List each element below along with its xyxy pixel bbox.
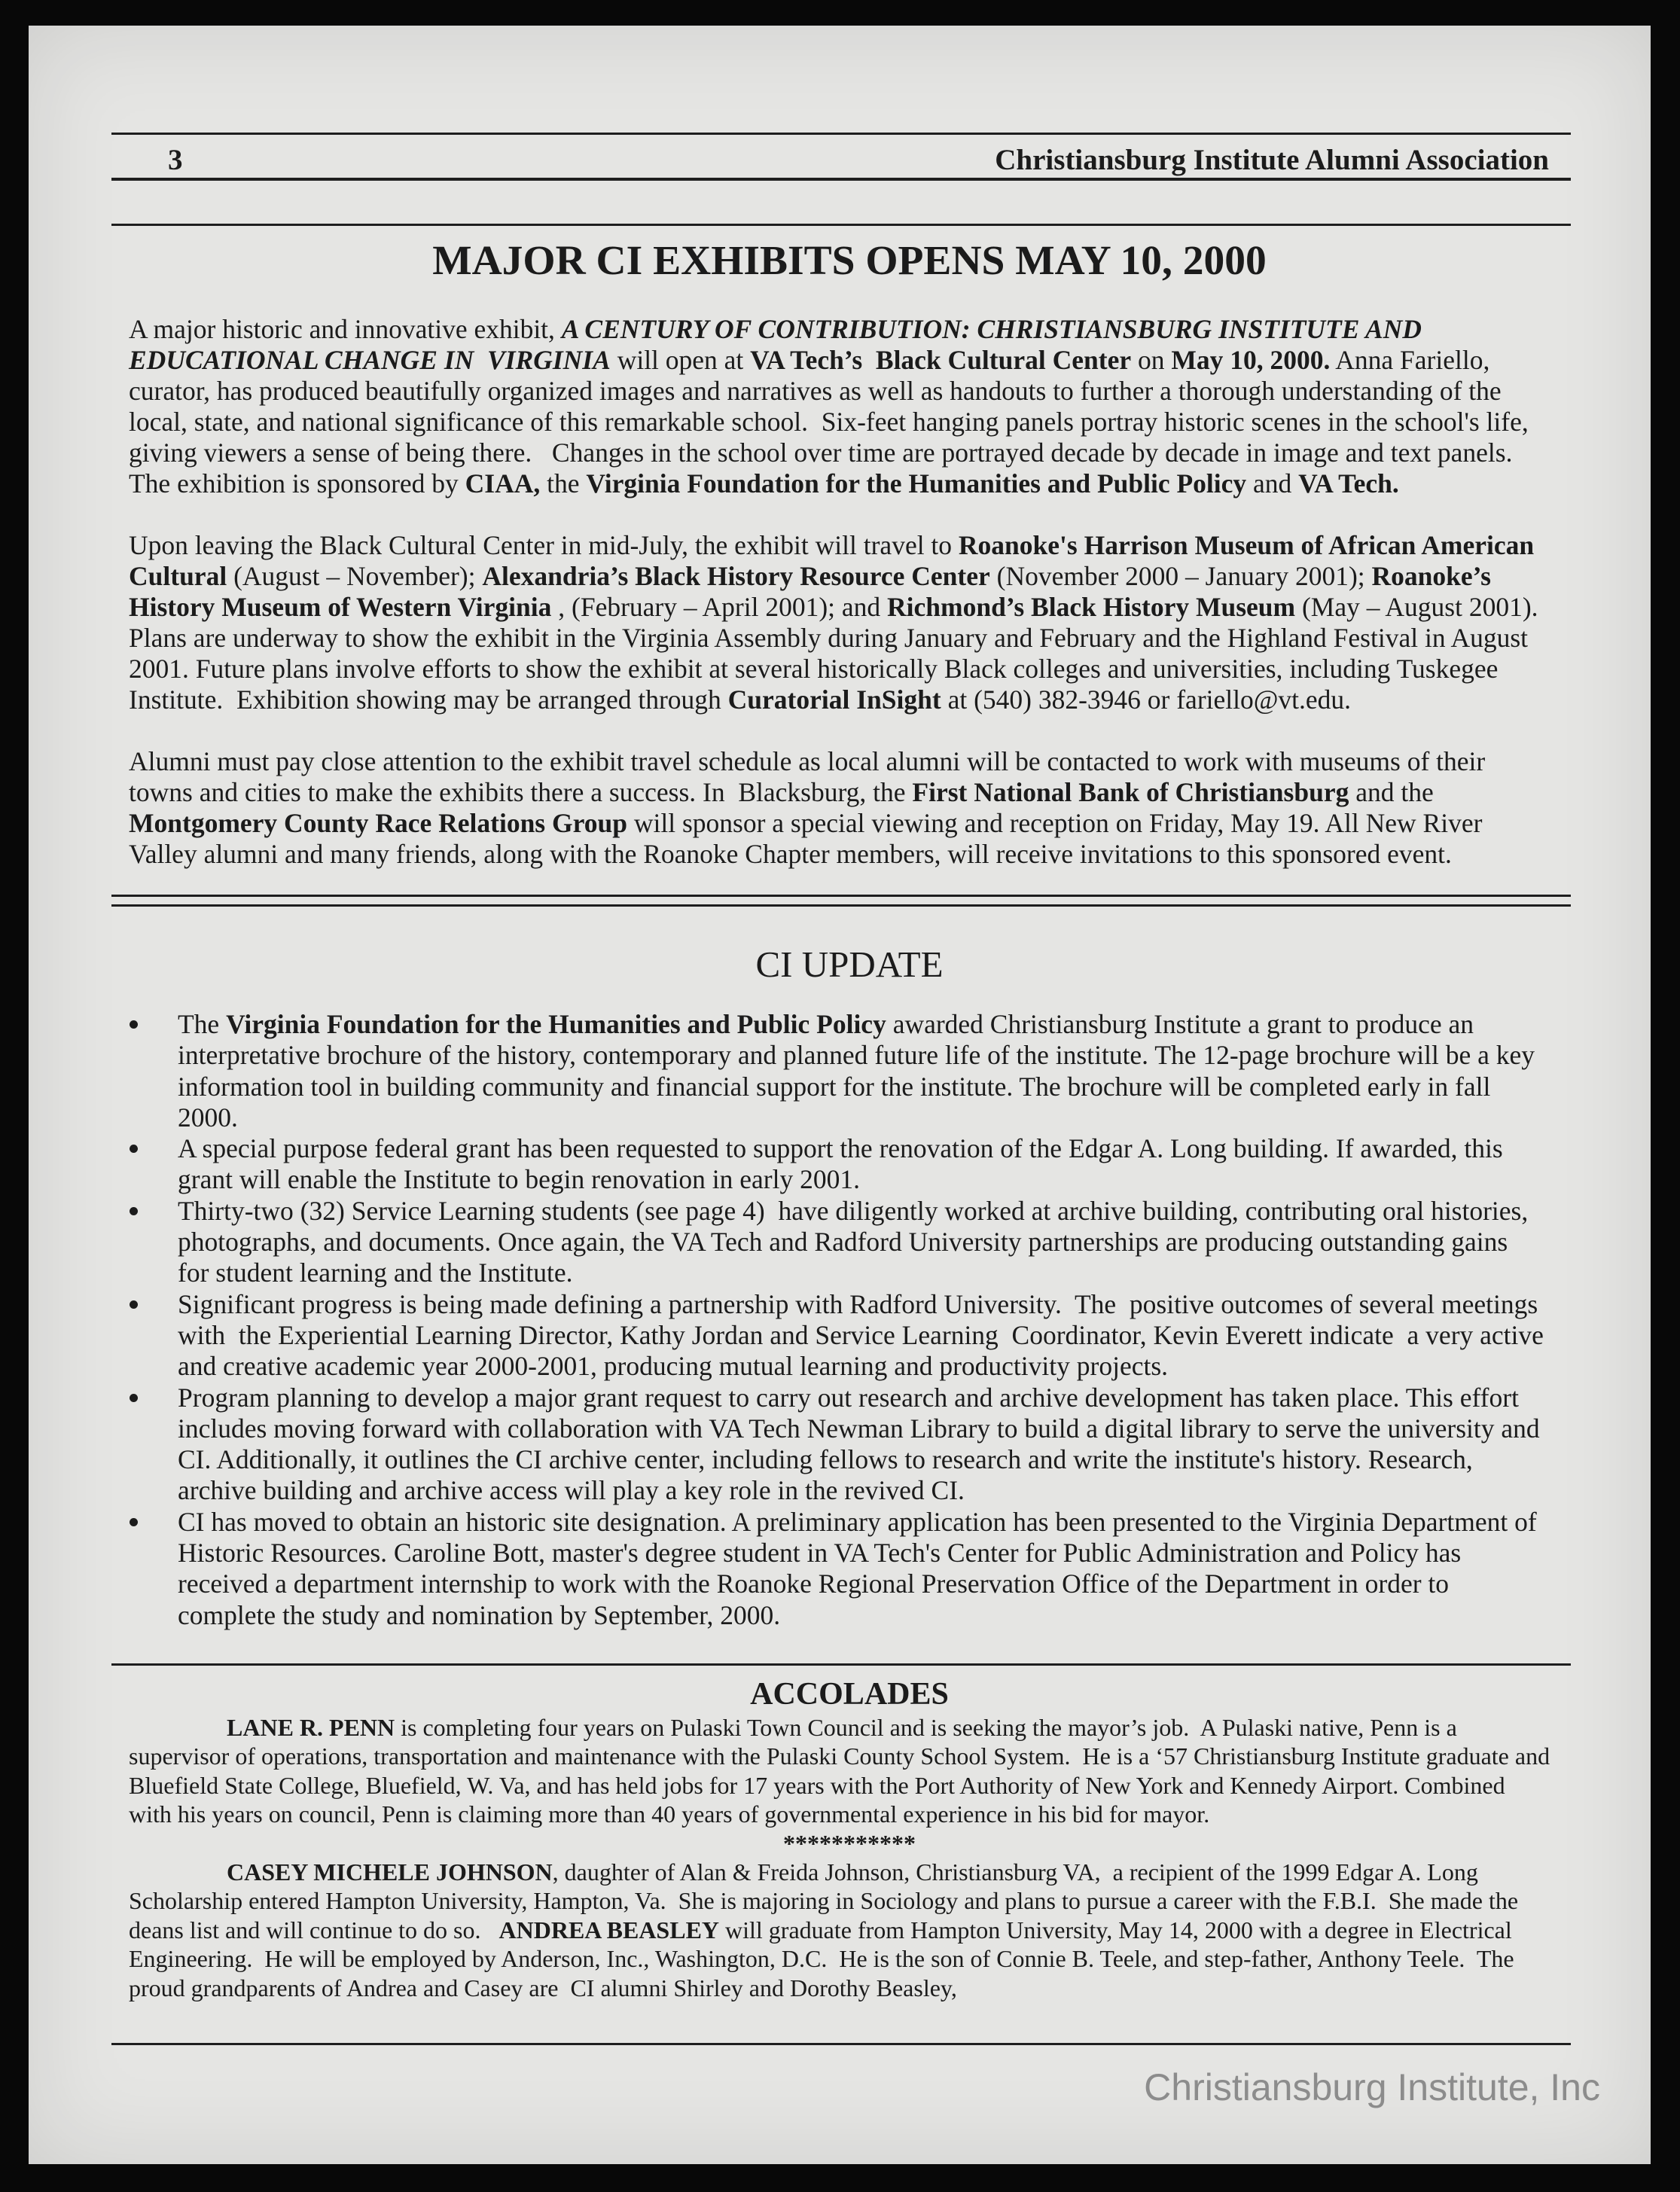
text-line xyxy=(178,1351,1608,1382)
text-run: CI has moved to obtain an historic site designation. A preliminary application has been presented to the Virginia Department of xyxy=(178,1506,1537,1537)
bullet-text xyxy=(178,1196,1608,1289)
text-line xyxy=(129,1944,1605,1973)
ci-update-heading: CI UPDATE xyxy=(755,944,944,985)
text-run: on xyxy=(1131,345,1172,375)
text-run: proud grandparents of Andrea and Casey are CI alumni Shirley and Dorothy Beasley, xyxy=(129,1974,957,2001)
text-run: The xyxy=(178,1009,227,1039)
text-run: Valley alumni and many friends, along with the Roanoke Chapter members, will receive invitations to this sponsored event. xyxy=(129,839,1452,869)
publication-name: Christiansburg Institute Alumni Association xyxy=(995,144,1549,176)
bullet-text xyxy=(178,1133,1608,1196)
text-line xyxy=(178,1164,1608,1195)
text-run: information tool in building community and financial support for the institute. The brochure will be completed early in fall xyxy=(178,1071,1491,1102)
text-line xyxy=(178,1413,1608,1444)
bullet-item xyxy=(178,1289,1608,1383)
text-run: and xyxy=(1246,468,1299,498)
text-line xyxy=(129,808,1605,839)
text-run: , (February – April 2001); and xyxy=(551,592,888,622)
text-run: Program planning to develop a major grant request to carry out research and archive development has taken place. This effort xyxy=(178,1382,1519,1413)
text-run: with the Experiential Learning Director, Kathy Jordan and Service Learning Coordinator, Kevin Everett indicate a very active xyxy=(178,1319,1544,1350)
text-line xyxy=(129,777,1605,808)
text-run: Institute. Exhibition showing may be arranged through xyxy=(129,684,728,715)
text-run: Significant progress is being made defining a partnership with Radford University. The positive outcomes of several meetings xyxy=(178,1288,1538,1319)
bold-text: May 10, 2000. xyxy=(1171,345,1331,375)
text-run: towns and cities to make the exhibits there a success. In Blacksburg, the xyxy=(129,777,913,807)
text-line xyxy=(129,530,1605,561)
bullet-text xyxy=(178,1289,1608,1383)
text-run: and the xyxy=(1349,777,1434,807)
article-paragraph xyxy=(129,314,1605,499)
text-run: interpretative brochure of the history, contemporary and planned future life of the institute. The 12-page brochure will be a key xyxy=(178,1040,1535,1071)
bullet-icon xyxy=(130,1207,138,1215)
text-run: , daughter of Alan & Freida Johnson, Christiansburg VA, a recipient of the 1999 Edgar A. Long xyxy=(552,1858,1478,1886)
text-run: A special purpose federal grant has been requested to support the renovation of the Edgar A. Long building. If awarded, this xyxy=(178,1133,1503,1164)
text-run: the xyxy=(540,468,587,498)
text-run: Thirty-two (32) Service Learning students (see page 4) have diligently worked at archive building, contributing oral histories, xyxy=(178,1195,1529,1226)
text-line xyxy=(178,1258,1608,1288)
text-line xyxy=(178,1600,1608,1631)
paper-sheet xyxy=(29,26,1651,2164)
text-run: Bluefield State College, Bluefield, W. Va, and has held jobs for 17 years with the Port Authority of New York and Kennedy Airport. Combined xyxy=(129,1771,1505,1799)
text-line xyxy=(129,314,1605,345)
bold-text: History Museum of Western Virginia xyxy=(129,592,552,622)
accolade-paragraph xyxy=(129,1713,1605,1829)
header-bottom-rule xyxy=(111,178,1571,181)
text-run: archive building and archive access will play a key role in the revived CI. xyxy=(178,1475,965,1506)
article-title: MAJOR CI EXHIBITS OPENS MAY 10, 2000 xyxy=(432,238,1267,284)
text-line xyxy=(129,654,1605,684)
page-number: 3 xyxy=(168,144,183,176)
text-run: received a department internship to work with the Roanoke Regional Preservation Office of the Department in order to xyxy=(178,1569,1450,1599)
text-line xyxy=(129,1800,1605,1828)
text-run: awarded Christiansburg Institute a grant to produce an xyxy=(886,1009,1474,1039)
bullet-icon xyxy=(130,1020,138,1029)
bullet-item xyxy=(178,1009,1608,1133)
text-run: will sponsor a special viewing and reception on Friday, May 19. All New River xyxy=(627,808,1483,838)
text-line xyxy=(129,345,1605,376)
watermark: Christiansburg Institute, Inc xyxy=(1144,2066,1600,2108)
text-run: for student learning and the Institute. xyxy=(178,1258,573,1288)
text-run: Alumni must pay close attention to the exhibit travel schedule as local alumni will be contacted to work with museums of their xyxy=(129,746,1486,776)
accolades-section xyxy=(129,1713,1605,2002)
bold-text: Curatorial InSight xyxy=(727,684,941,715)
text-run: curator, has produced beautifully organized images and narratives as well as handouts to further a thorough understanding of the xyxy=(129,376,1502,406)
bold-text: CIAA, xyxy=(465,468,541,498)
text-line xyxy=(129,1713,1605,1742)
text-line xyxy=(178,1072,1608,1102)
section-divider-top xyxy=(111,895,1571,897)
text-run: is completing four years on Pulaski Town Council and is seeking the mayor’s job. A Pulaski native, Penn is a xyxy=(395,1714,1457,1741)
article-paragraph xyxy=(129,746,1605,870)
text-line xyxy=(129,407,1605,437)
title-top-rule xyxy=(111,224,1571,226)
text-run: The exhibition is sponsored by xyxy=(129,468,465,498)
text-run: at (540) 382-3946 or fariello@vt.edu. xyxy=(941,684,1352,715)
text-run: (August – November); xyxy=(227,561,483,591)
bold-text: Roanoke's Harrison Museum of African American xyxy=(958,530,1535,560)
text-run: Plans are underway to show the exhibit in the Virginia Assembly during January and February and the Highland Festival in August xyxy=(129,623,1529,653)
text-line xyxy=(178,1383,1608,1413)
text-run: deans list and will continue to do so. xyxy=(129,1916,499,1944)
bullet-icon xyxy=(130,1394,138,1402)
text-run: (May – August 2001). xyxy=(1295,592,1538,622)
text-line xyxy=(129,839,1605,870)
text-line xyxy=(129,468,1605,499)
text-line xyxy=(129,1974,1605,2002)
text-run: photographs, and documents. Once again, the VA Tech and Radford University partnerships are producing outstanding gains xyxy=(178,1227,1508,1258)
text-line xyxy=(178,1444,1608,1475)
text-line xyxy=(178,1507,1608,1538)
text-line xyxy=(178,1009,1608,1040)
text-run: Anna Fariello, xyxy=(1330,345,1490,375)
exhibit-article xyxy=(129,314,1605,901)
bold-text: Roanoke’s xyxy=(1371,561,1491,591)
text-run: giving viewers a sense of being there. Changes in the school over time are portrayed decade by decade in image and text panels. xyxy=(129,437,1513,468)
header-top-rule xyxy=(111,133,1571,135)
text-run: 2000. xyxy=(178,1102,238,1133)
bold-italic-text: A CENTURY OF CONTRIBUTION: CHRISTIANSBURG INSTITUTE AND xyxy=(561,314,1422,344)
bullet-icon xyxy=(130,1518,138,1526)
text-run: Historic Resources. Caroline Bott, master's degree student in VA Tech's Center for Public Administration and Policy has xyxy=(178,1538,1462,1569)
bold-text: VA Tech’s Black Cultural Center xyxy=(750,345,1132,375)
text-line xyxy=(178,1102,1608,1133)
text-line xyxy=(178,1227,1608,1258)
bold-text: Cultural xyxy=(129,561,227,591)
article-paragraph xyxy=(129,530,1605,715)
bold-text: ANDREA BEASLEY xyxy=(499,1916,720,1944)
bullet-icon xyxy=(130,1145,138,1153)
bold-text: Richmond’s Black History Museum xyxy=(887,592,1296,622)
text-run: complete the study and nomination by September, 2000. xyxy=(178,1599,781,1630)
ci-update-list xyxy=(178,1009,1608,1631)
accolade-paragraph xyxy=(129,1858,1605,2002)
accolade-separator: *********** xyxy=(783,1829,916,1857)
section-divider-bottom xyxy=(111,904,1571,907)
text-run: will open at xyxy=(610,345,751,375)
text-run: Engineering. He will be employed by Anderson, Inc., Washington, D.C. He is the son of Connie B. Teele, and step-father, Anthony Teele. The xyxy=(129,1945,1514,1973)
text-run: 2001. Future plans involve efforts to show the exhibit at several historically Black colleges and universities, including Tuskegee xyxy=(129,654,1499,684)
accolades-heading: ACCOLADES xyxy=(750,1677,949,1712)
bullet-text xyxy=(178,1507,1608,1631)
text-line xyxy=(129,746,1605,777)
bold-text: Virginia Foundation for the Humanities and Public Policy xyxy=(226,1009,886,1039)
text-line xyxy=(129,684,1605,715)
text-line xyxy=(178,1289,1608,1320)
text-line xyxy=(129,1858,1605,1886)
bold-italic-text: EDUCATIONAL CHANGE IN VIRGINIA xyxy=(129,345,611,375)
text-run: grant will enable the Institute to begin renovation in early 2001. xyxy=(178,1164,860,1195)
text-run: Scholarship entered Hampton University, Hampton, Va. She is majoring in Sociology and plans to pursue a career with the F.B.I. She made the xyxy=(129,1887,1519,1915)
text-line xyxy=(178,1320,1608,1351)
bullet-item xyxy=(178,1383,1608,1507)
running-header xyxy=(168,143,1549,178)
text-line xyxy=(178,1133,1608,1164)
text-run: (November 2000 – January 2001); xyxy=(989,561,1372,591)
bold-text: Montgomery County Race Relations Group xyxy=(129,808,627,838)
text-line xyxy=(178,1569,1608,1599)
bullet-item xyxy=(178,1196,1608,1289)
text-run: with his years on council, Penn is claiming more than 40 years of governmental experience in his bid for mayor. xyxy=(129,1800,1210,1828)
text-run: supervisor of operations, transportation and maintenance with the Pulaski County School System. He is a ‘57 Christiansburg Institute graduate and xyxy=(129,1742,1550,1770)
text-line xyxy=(129,1771,1605,1800)
text-line xyxy=(129,592,1605,623)
text-line xyxy=(129,1742,1605,1770)
text-line xyxy=(129,1916,1605,1944)
text-line xyxy=(129,376,1605,407)
text-line xyxy=(178,1196,1608,1227)
text-line xyxy=(178,1475,1608,1506)
bullet-item xyxy=(178,1133,1608,1196)
text-run: and creative academic year 2000-2001, producing mutual learning and productivity projects. xyxy=(178,1351,1169,1382)
text-run: includes moving forward with collaboration with VA Tech Newman Library to build a digital library to serve the university and xyxy=(178,1413,1540,1444)
bold-text: CASEY MICHELE JOHNSON xyxy=(227,1858,553,1886)
footer-rule xyxy=(111,2043,1571,2045)
bold-text: LANE R. PENN xyxy=(227,1714,395,1741)
bullet-item xyxy=(178,1507,1608,1631)
bold-text: VA Tech. xyxy=(1298,468,1399,498)
bold-text: Virginia Foundation for the Humanities and Public Policy xyxy=(586,468,1247,498)
text-run: local, state, and national significance of this remarkable school. Six-feet hanging panels portray historic scenes in the school's life, xyxy=(129,407,1529,437)
accolades-top-rule xyxy=(111,1663,1571,1666)
text-line xyxy=(178,1040,1608,1071)
text-run: will graduate from Hampton University, May 14, 2000 with a degree in Electrical xyxy=(719,1916,1512,1944)
text-line xyxy=(129,623,1605,654)
bullet-text xyxy=(178,1009,1608,1133)
bullet-icon xyxy=(130,1300,138,1309)
bold-text: Alexandria’s Black History Resource Center xyxy=(482,561,990,591)
bold-text: First National Bank of Christiansburg xyxy=(912,777,1349,807)
text-line xyxy=(178,1538,1608,1569)
text-run: CI. Additionally, it outlines the CI archive center, including fellows to research and write the institute's history. Research, xyxy=(178,1444,1473,1475)
text-run: Upon leaving the Black Cultural Center in mid-July, the exhibit will travel to xyxy=(129,530,959,560)
text-line xyxy=(129,561,1605,592)
text-run: A major historic and innovative exhibit, xyxy=(129,314,562,344)
bullet-text xyxy=(178,1383,1608,1507)
text-line xyxy=(129,437,1605,468)
text-line xyxy=(129,1886,1605,1915)
